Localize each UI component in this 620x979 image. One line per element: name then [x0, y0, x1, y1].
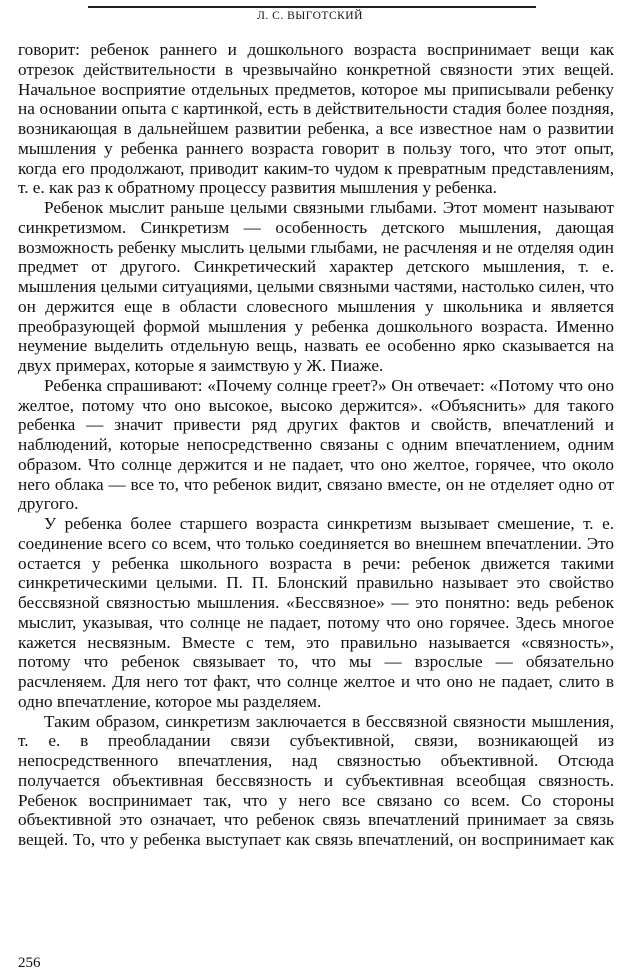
paragraph-3: Ребенка спрашивают: «Почему солнце греет?» Он отвечает: «Потому что оно желтое, потому что оно высокое, высоко держится». «Объяснить» для такого ребенка — значит привести ряд других фактов и свойств, впечатлений и наблюдений, которые непосредственно связаны с одним впечатлением, одним образом. Что солнце держится и не падает, что оно желтое, горячее, что около него облака — все то, что ребенок видит, связано вместе, он не отделяет одно от другого.: [18, 375, 614, 514]
paragraph-2: Ребенок мыслит раньше целыми связными глыбами. Этот момент называют синкретизмом. Синкретизм — особенность детского мышления, дающая возможность ребенку мыслить целыми глыбами, не расчленяя и не отделяя один предмет от другого. Синкретический характер детского мышления, т. е. мышления целыми ситуациями, целыми связными частями, настолько силен, что он держится еще в области словесного мышления у школьника и является преобразующей формой мышления у ребенка дошкольного возраста. Именно неумение выделить отдельную вещь, назвать ее особенно ярко сказывается на двух примерах, которые я заимствую у Ж. Пиаже.: [18, 198, 614, 375]
paragraph-5: Таким образом, синкретизм заключается в бессвязной связности мышления, т. е. в преобладании связи субъективной, связи, возникающей из непосредственного впечатления, над связностью объективной. Отсюда получается объективная бессвязность и субъективная всеобщая связность. Ребенок воспринимает так, что у него все связано со всем. Со стороны объективной это означает, что ребенок связь впечатлений принимает за связь вещей. То, что у ребенка выступает как связь впечатлений, он воспринимает как: [18, 711, 614, 849]
paragraph-4: У ребенка более старшего возраста синкретизм вызывает смешение, т. е. соединение всего со всем, что только соединяется во внешнем впечатлении. Это остается у ребенка школьного возраста в речи: ребенок движется такими синкретическими целыми. П. П. Блонский правильно называет это свойство бессвязной связностью мышления. «Бессвязное» — это понятно: ведь ребенок мыслит, указывая, что солнце не падает, потому что оно горячее. Здесь многое кажется несвязным. Вместе с тем, это правильно называется «связность», потому что ребенок связывает то, что мы — взрослые — обязательно расчленяем. Для него тот факт, что солнце желтое и что оно не падает, слито в одно впечатление, которое мы разделяем.: [18, 514, 614, 711]
body-text: [18, 40, 614, 850]
paragraph-1: говорит: ребенок раннего и дошкольного возраста воспринимает вещи как отрезок действительности в чрезвычайно конкретной связности этих вещей. Начальное восприятие отдельных предметов, которое мы приписывали ребенку на основании опыта с картинкой, есть в действительности стадия более поздняя, возникающая в дальнейшем развитии ребенка, а все известное нам о развитии мышления у ребенка раннего возраста говорит в пользу того, что этот опыт, когда его продолжают, приводит каким-то чудом к превратным представлениям, т. е. как раз к обратному процессу развития мышления у ребенка.: [18, 40, 614, 198]
header-rule: [88, 6, 536, 8]
running-head: Л. С. ВЫГОТСКИЙ: [257, 10, 363, 22]
page-number: 256: [18, 955, 41, 971]
